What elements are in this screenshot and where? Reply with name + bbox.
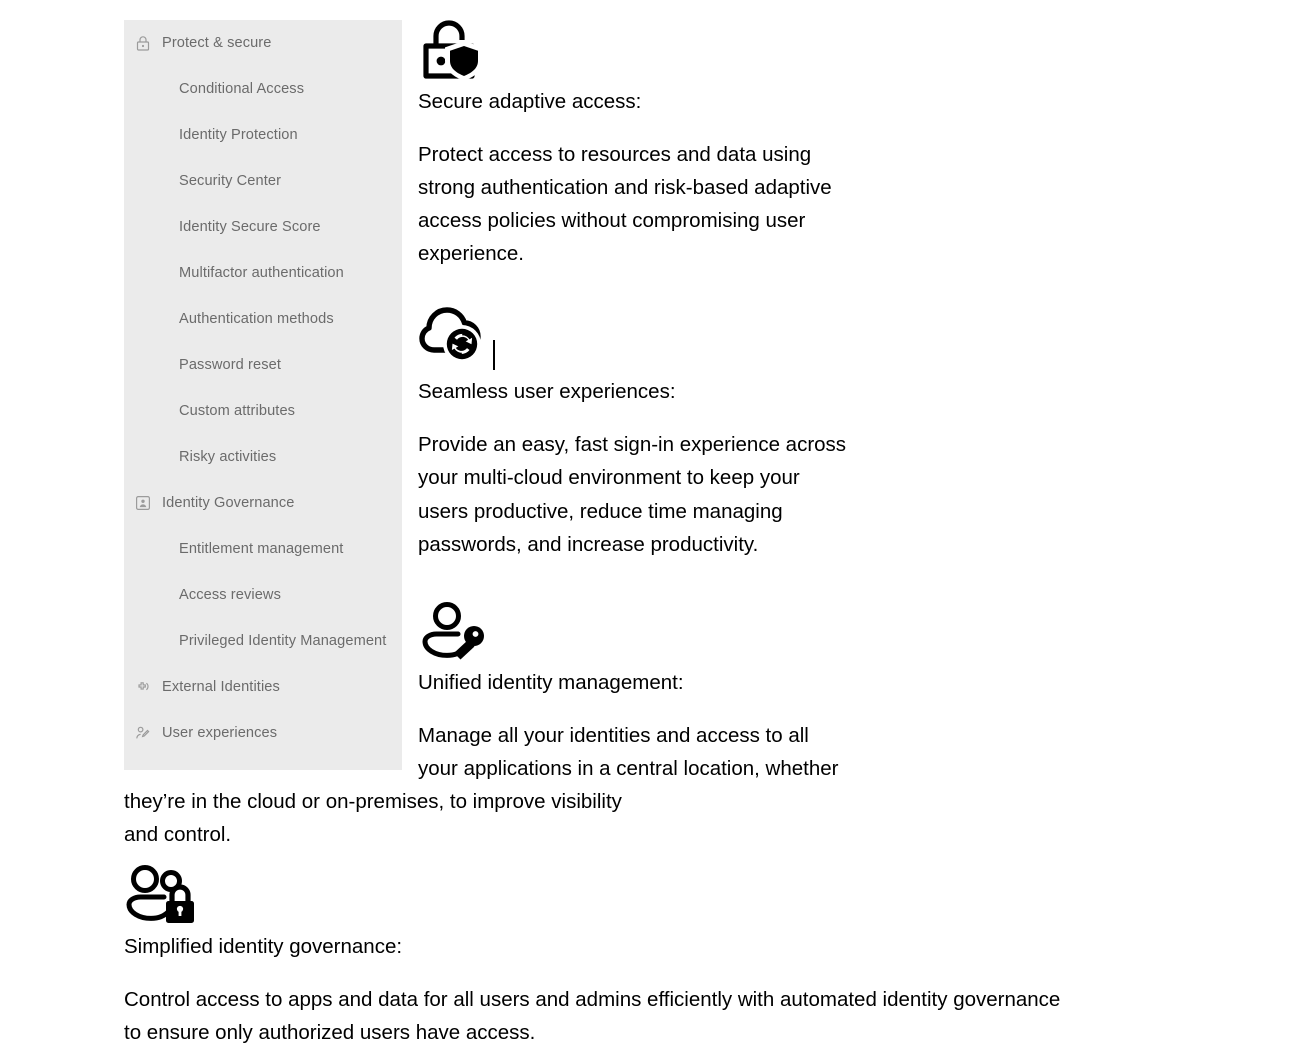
spacer-icon (135, 355, 162, 375)
sidebar-item-label: Multifactor authentication (179, 265, 344, 281)
sidebar-item-conditional-access[interactable] (124, 66, 402, 112)
sidebar-item-label: Risky activities (179, 449, 277, 465)
spacer-icon (135, 631, 162, 651)
sidebar-item-label: External Identities (162, 679, 280, 695)
sidebar-item-label: Entitlement management (179, 541, 344, 557)
feature-body-tail: and control. (124, 823, 232, 847)
sidebar-item-custom-attributes[interactable] (124, 388, 402, 434)
sidebar-item-entitlement-management[interactable] (124, 526, 402, 572)
external-identities-icon (135, 677, 162, 697)
sidebar-item-identity-protection[interactable] (124, 112, 402, 158)
lock-icon (135, 33, 162, 53)
spacer-icon (135, 309, 162, 329)
spacer-icon (135, 263, 162, 283)
sidebar-item-label: Conditional Access (179, 81, 305, 97)
sidebar-item-access-reviews[interactable] (124, 572, 402, 618)
sidebar-item-label: Identity Protection (179, 127, 298, 143)
navigation-panel (124, 20, 402, 770)
sidebar-item-label: Password reset (179, 357, 281, 373)
user-experiences-icon (135, 723, 162, 743)
sidebar-item-external-identities[interactable] (124, 664, 402, 710)
spacer-icon (135, 171, 162, 191)
cloud-sync-icon-row (418, 310, 1168, 372)
sidebar-item-label: Access reviews (179, 587, 281, 603)
sidebar-item-protect-secure[interactable] (124, 20, 402, 66)
feature-block-governance (124, 851, 1168, 1049)
spacer-icon (135, 401, 162, 421)
cloud-sync-icon (418, 302, 492, 372)
sidebar-item-risky-activities[interactable] (124, 434, 402, 480)
spacer-icon (135, 539, 162, 559)
sidebar-item-identity-secure-score[interactable] (124, 204, 402, 250)
spacer-icon (135, 585, 162, 605)
spacer-icon (135, 447, 162, 467)
sidebar-item-password-reset[interactable] (124, 342, 402, 388)
sidebar-item-label: User experiences (162, 725, 278, 741)
sidebar-item-privileged-identity-management[interactable] (124, 618, 402, 664)
sidebar-item-label: Custom attributes (179, 403, 296, 419)
identity-governance-icon (135, 493, 162, 513)
feature-body: Control access to apps and data for all users and admins efficiently with automated identity governance to ensure only authorized users have access. (124, 988, 1061, 1045)
sidebar-item-identity-governance[interactable] (124, 480, 402, 526)
feature-heading: Simplified identity governance: (124, 935, 403, 959)
sidebar-item-multifactor-authentication[interactable] (124, 250, 402, 296)
feature-heading: Secure adaptive access: (418, 90, 642, 113)
feature-body-wrapped: Manage all your identities and access to all your applications in a central location, whether they’re in the cloud or on-premises, to improve visibility (124, 723, 839, 814)
sidebar-item-label: Identity Secure Score (179, 219, 321, 235)
sidebar-item-label: Authentication methods (179, 311, 334, 327)
people-lock-icon (124, 865, 1168, 927)
spacer-icon (135, 217, 162, 237)
spacer-icon (135, 79, 162, 99)
sidebar-item-authentication-methods[interactable] (124, 296, 402, 342)
feature-heading: Unified identity management: (418, 670, 684, 694)
sidebar-item-label: Identity Governance (162, 495, 295, 511)
sidebar-item-label: Privileged Identity Management (179, 633, 387, 649)
feature-heading: Seamless user experiences: (418, 380, 676, 404)
feature-body: Provide an easy, fast sign-in experience across your multi-cloud environment to keep your users productive, reduce time managing passwords, and increase productivity. (418, 433, 847, 556)
sidebar-item-label: Security Center (179, 173, 282, 189)
sidebar-item-user-experiences[interactable] (124, 710, 402, 756)
feature-body: Protect access to resources and data using strong authentication and risk-based adaptive access policies without compromising user experience. (418, 142, 832, 266)
text-cursor-caret (493, 340, 495, 370)
spacer-icon (135, 125, 162, 145)
sidebar-item-security-center[interactable] (124, 158, 402, 204)
sidebar-item-label: Protect & secure (162, 35, 272, 51)
